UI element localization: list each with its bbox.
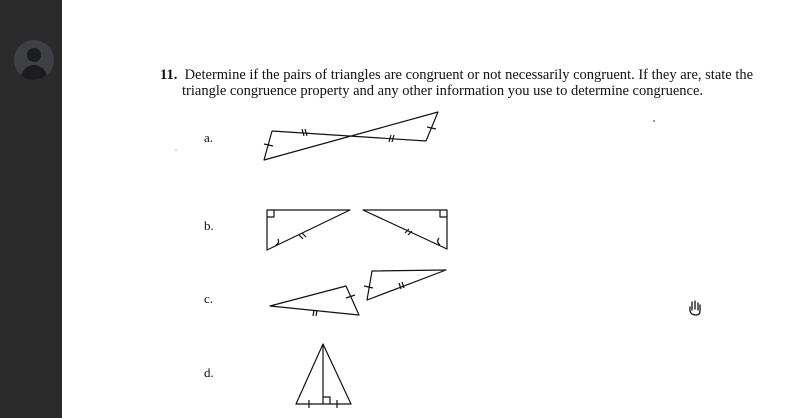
hand-cursor-icon — [688, 300, 702, 316]
right-triangles-figure — [267, 210, 447, 250]
isosceles-altitude-figure — [296, 344, 351, 408]
question-text-line-1: Determine if the pairs of triangles are congruent or not necessarily congruent. If they are, state the — [184, 67, 754, 83]
bowtie-triangles-figure — [264, 112, 438, 160]
question-text-line-2: triangle congruence property and any other information you use to determine congruence. — [182, 83, 704, 99]
part-d-label: d. — [204, 365, 214, 380]
part-a-label: a. — [204, 130, 214, 145]
part-b-label: b. — [204, 218, 214, 233]
offset-triangles-figure — [270, 270, 446, 316]
part-c-label: c. — [204, 291, 214, 306]
question-number: 11. — [160, 67, 178, 83]
